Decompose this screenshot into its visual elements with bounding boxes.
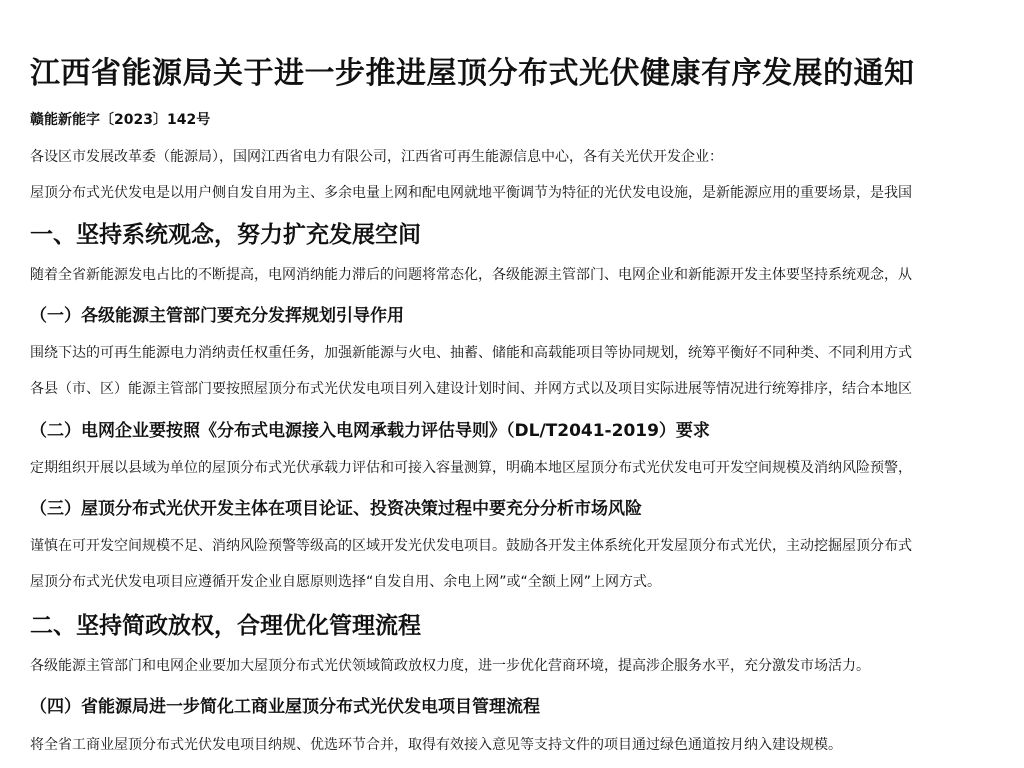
section-2-heading: 二、坚持简政放权，合理优化管理流程 — [30, 613, 421, 639]
section-1-heading: 一、坚持系统观念，努力扩充发展空间 — [30, 222, 421, 248]
section-1-paragraph: 随着全省新能源发电占比的不断提高，电网消纳能力滞后的问题将常态化，各级能源主管部门、电网企业和新能源开发主体要坚持系统观念，从 — [30, 267, 912, 283]
subsection-1-paragraph-1: 围绕下达的可再生能源电力消纳责任权重任务，加强新能源与火电、抽蓄、储能和高载能项目等协同规划，统筹平衡好不同种类、不同利用方式 — [30, 345, 912, 361]
salutation: 各设区市发展改革委（能源局），国网江西省电力有限公司，江西省可再生能源信息中心，各有关光伏开发企业： — [30, 149, 723, 165]
subsection-4-paragraph-1: 将全省工商业屋顶分布式光伏发电项目纳规、优选环节合并，取得有效接入意见等支持文件的项目通过绿色通道按月纳入建设规模。 — [30, 737, 842, 753]
subsection-2-heading: （二）电网企业要按照《分布式电源接入电网承载力评估导则》（DL/T2041-2019）要求 — [30, 421, 710, 441]
document-number: 赣能新能字〔2023〕142号 — [30, 112, 211, 128]
intro-paragraph: 屋顶分布式光伏发电是以用户侧自发自用为主、多余电量上网和配电网就地平衡调节为特征的光伏发电设施，是新能源应用的重要场景，是我国 — [30, 185, 912, 201]
subsection-3-heading: （三）屋顶分布式光伏开发主体在项目论证、投资决策过程中要充分分析市场风险 — [30, 499, 642, 519]
subsection-1-paragraph-2: 各县（市、区）能源主管部门要按照屋顶分布式光伏发电项目列入建设计划时间、并网方式以及项目实际进展等情况进行统筹排序，结合本地区 — [30, 381, 912, 397]
section-2-paragraph: 各级能源主管部门和电网企业要加大屋顶分布式光伏领域简政放权力度，进一步优化营商环境，提高涉企服务水平，充分激发市场活力。 — [30, 658, 870, 674]
subsection-4-heading: （四）省能源局进一步简化工商业屋顶分布式光伏发电项目管理流程 — [30, 697, 540, 717]
page-title: 江西省能源局关于进一步推进屋顶分布式光伏健康有序发展的通知 — [30, 56, 915, 91]
subsection-3-paragraph-1: 谨慎在可开发空间规模不足、消纳风险预警等级高的区域开发光伏发电项目。鼓励各开发主体系统化开发屋顶分布式光伏，主动挖掘屋顶分布式 — [30, 538, 912, 554]
subsection-2-paragraph-1: 定期组织开展以县域为单位的屋顶分布式光伏承载力评估和可接入容量测算，明确本地区屋顶分布式光伏发电可开发空间规模及消纳风险预警， — [30, 460, 912, 476]
subsection-1-heading: （一）各级能源主管部门要充分发挥规划引导作用 — [30, 306, 404, 326]
subsection-3-paragraph-2: 屋顶分布式光伏发电项目应遵循开发企业自愿原则选择“自发自用、余电上网”或“全额上网”上网方式。 — [30, 574, 662, 590]
